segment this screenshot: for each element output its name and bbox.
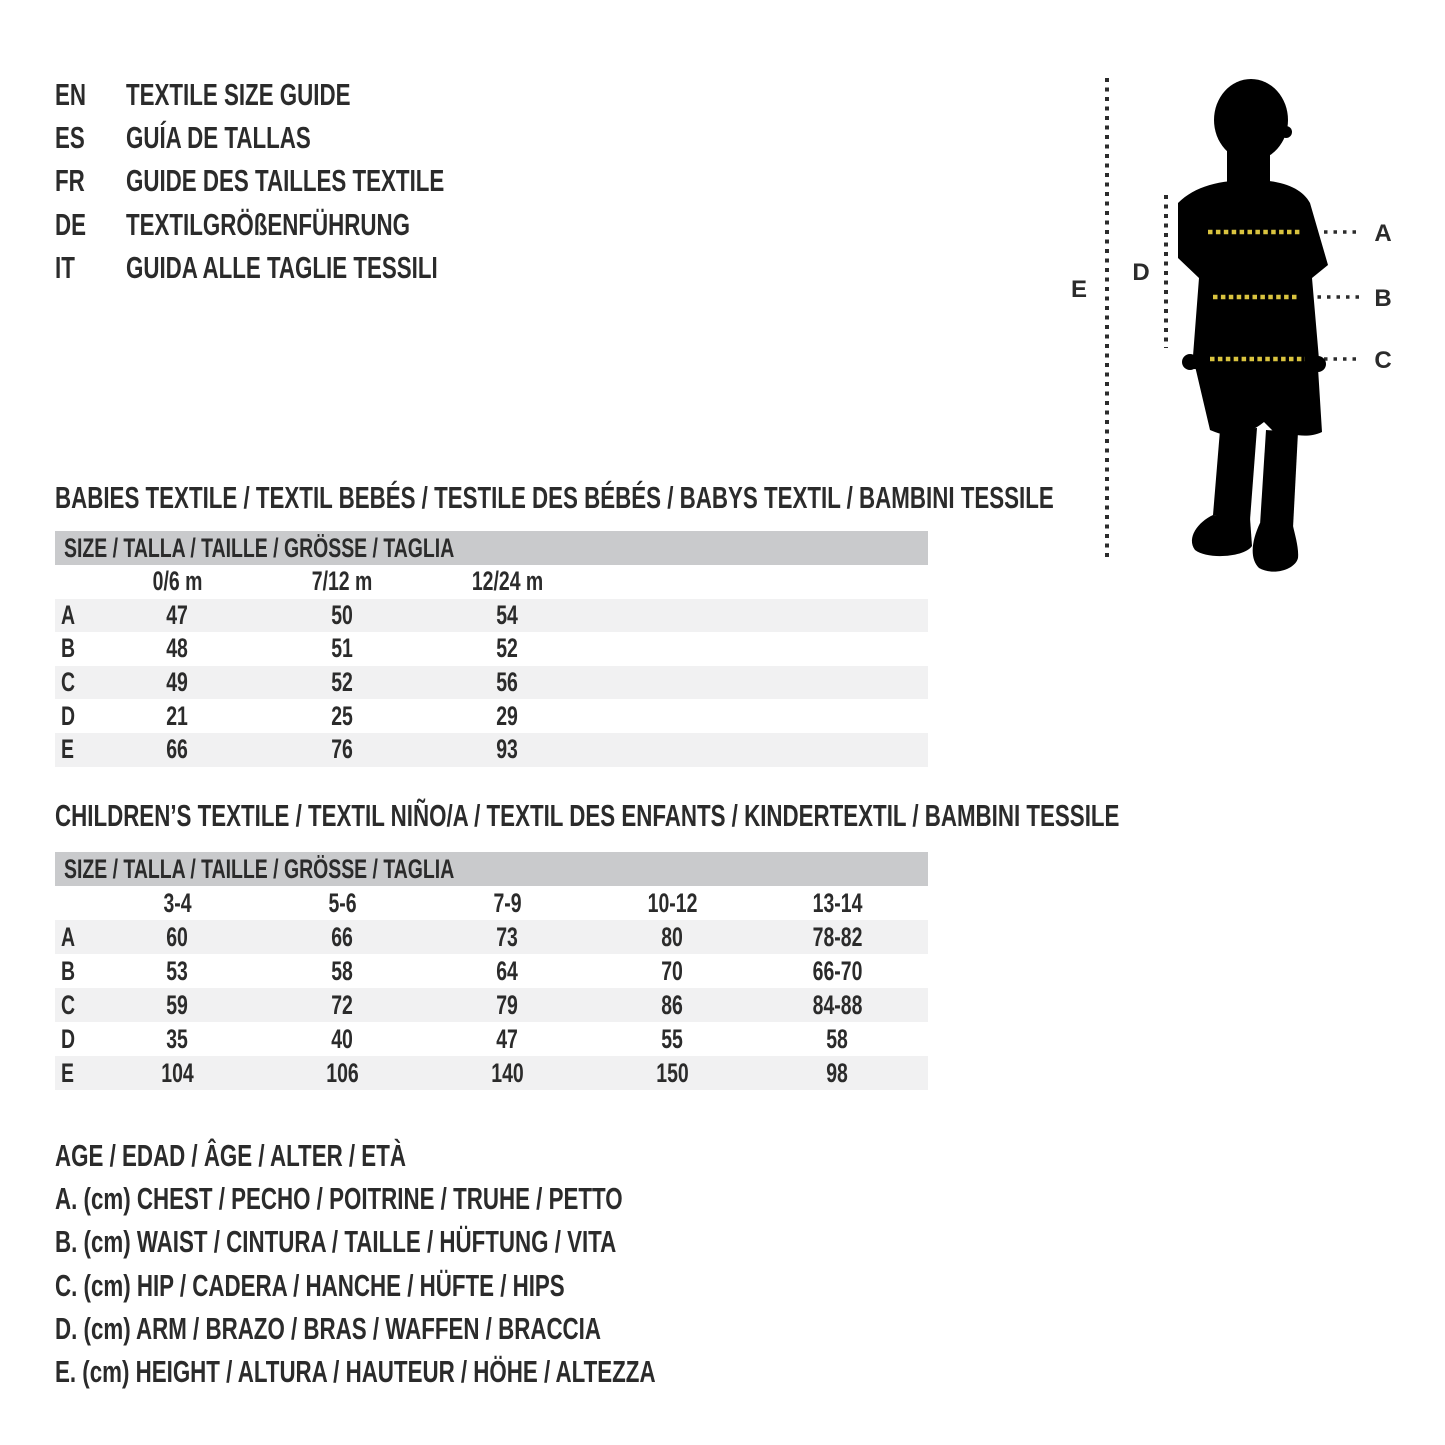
row-label: B: [61, 955, 76, 986]
cell-value: 49: [166, 667, 189, 698]
legend-height: E. (cm) HEIGHT / ALTURA / HAUTEUR / HÖHE / ALTEZZA: [55, 1354, 656, 1390]
cell-value: 29: [496, 700, 519, 731]
children-section-title: CHILDREN’S TEXTILE / TEXTIL NIÑO/A / TEXTIL DES ENFANTS / KINDERTEXTIL / BAMBINI TESSILE: [55, 798, 1120, 833]
cell-value: 52: [496, 633, 519, 664]
table-row: [55, 954, 928, 988]
cell-value: 106: [326, 1057, 359, 1088]
cell-value: 47: [166, 599, 189, 630]
col-header: 3-4: [163, 887, 192, 918]
page-title-it: GUIDA ALLE TAGLIE TESSILI: [126, 250, 438, 286]
cell-value: 21: [166, 700, 189, 731]
cell-value: 78-82: [812, 921, 863, 952]
cell-value: 58: [331, 955, 354, 986]
cell-value: 47: [496, 1023, 519, 1054]
cell-value: 56: [496, 667, 519, 698]
col-header: 12/24 m: [471, 566, 544, 597]
cell-value: 66: [166, 734, 189, 765]
language-title-block: [55, 73, 568, 290]
cell-value: 84-88: [812, 989, 863, 1020]
table-row: [55, 599, 928, 633]
cell-value: 64: [496, 955, 519, 986]
cell-value: 66: [331, 921, 354, 952]
table-row: [55, 920, 928, 954]
table-row: [55, 699, 928, 733]
cell-value: 59: [166, 989, 189, 1020]
cell-value: 48: [166, 633, 189, 664]
col-header: 13-14: [812, 887, 863, 918]
babies-section-title: BABIES TEXTILE / TEXTIL BEBÉS / TESTILE DES BÉBÉS / BABYS TEXTIL / BAMBINI TESSILE: [55, 480, 1054, 515]
row-label: C: [61, 989, 76, 1020]
table-row: [55, 632, 928, 666]
cell-value: 76: [331, 734, 354, 765]
legend-arm: D. (cm) ARM / BRAZO / BRAS / WAFFEN / BRACCIA: [55, 1310, 602, 1346]
column-header-row: [55, 886, 928, 920]
table-row: [55, 1056, 928, 1090]
row-label: D: [61, 700, 76, 731]
cell-value: 60: [166, 921, 189, 952]
cell-value: 25: [331, 700, 354, 731]
size-header-bar: SIZE / TALLA / TAILLE / GRÖSSE / TAGLIA: [55, 852, 928, 886]
children-size-table: [55, 852, 928, 1090]
table-row: [55, 1022, 928, 1056]
col-header: 0/6 m: [152, 566, 203, 597]
column-header-row: [55, 565, 928, 599]
cell-value: 40: [331, 1023, 354, 1054]
page-title-es: GUÍA DE TALLAS: [126, 120, 311, 156]
lang-row-it: [55, 247, 568, 290]
cell-value: 80: [661, 921, 684, 952]
cell-value: 51: [331, 633, 354, 664]
table-row: [55, 733, 928, 767]
cell-value: 93: [496, 734, 519, 765]
cell-value: 53: [166, 955, 189, 986]
size-header-bar: SIZE / TALLA / TAILLE / GRÖSSE / TAGLIA: [55, 531, 928, 565]
table-row: [55, 988, 928, 1022]
lang-row-en: [55, 73, 568, 116]
page-title-fr: GUIDE DES TAILLES TEXTILE: [126, 163, 445, 199]
cell-value: 79: [496, 989, 519, 1020]
measurement-legend: [55, 1134, 889, 1394]
row-label: E: [61, 1057, 74, 1088]
lang-code-it: IT: [55, 250, 75, 286]
label-waist: B: [1374, 285, 1392, 312]
lang-code-es: ES: [55, 120, 85, 156]
cell-value: 73: [496, 921, 519, 952]
child-silhouette-diagram: [1060, 60, 1445, 600]
page-title: TEXTILE SIZE GUIDE: [126, 76, 351, 112]
babies-size-table: [55, 531, 928, 767]
lang-row-fr: [55, 160, 568, 203]
legend-hip: C. (cm) HIP / CADERA / HANCHE / HÜFTE / HIPS: [55, 1267, 565, 1303]
row-label: B: [61, 633, 76, 664]
row-label: E: [61, 734, 74, 765]
legend-chest: A. (cm) CHEST / PECHO / POITRINE / TRUHE / PETTO: [55, 1180, 623, 1216]
cell-value: 86: [661, 989, 684, 1020]
lang-row-de: [55, 203, 568, 246]
cell-value: 50: [331, 599, 354, 630]
table-row: [55, 666, 928, 700]
legend-age: AGE / EDAD / ÂGE / ALTER / ETÀ: [55, 1137, 406, 1173]
row-label: A: [61, 599, 76, 630]
cell-value: 98: [826, 1057, 849, 1088]
cell-value: 66-70: [812, 955, 863, 986]
cell-value: 140: [491, 1057, 524, 1088]
lang-row-es: [55, 116, 568, 159]
row-label: C: [61, 667, 76, 698]
lang-code-de: DE: [55, 206, 87, 242]
legend-waist: B. (cm) WAIST / CINTURA / TAILLE / HÜFTUNG / VITA: [55, 1224, 617, 1260]
col-header: 7/12 m: [312, 566, 373, 597]
col-header: 7-9: [493, 887, 522, 918]
lang-code-fr: FR: [55, 163, 85, 199]
row-label: D: [61, 1023, 76, 1054]
cell-value: 72: [331, 989, 354, 1020]
cell-value: 58: [826, 1023, 849, 1054]
label-chest: A: [1374, 220, 1392, 247]
cell-value: 55: [661, 1023, 684, 1054]
label-height: E: [1070, 276, 1088, 303]
label-arm: D: [1132, 259, 1150, 286]
page-title-de: TEXTILGRÖßENFÜHRUNG: [126, 206, 410, 242]
col-header: 5-6: [328, 887, 357, 918]
lang-code-en: EN: [55, 76, 87, 112]
col-header: 10-12: [647, 887, 698, 918]
label-hip: C: [1374, 347, 1392, 374]
cell-value: 104: [161, 1057, 194, 1088]
cell-value: 54: [496, 599, 519, 630]
cell-value: 52: [331, 667, 354, 698]
measurement-figure: [1060, 60, 1445, 600]
cell-value: 35: [166, 1023, 189, 1054]
cell-value: 70: [661, 955, 684, 986]
row-label: A: [61, 921, 76, 952]
cell-value: 150: [656, 1057, 689, 1088]
